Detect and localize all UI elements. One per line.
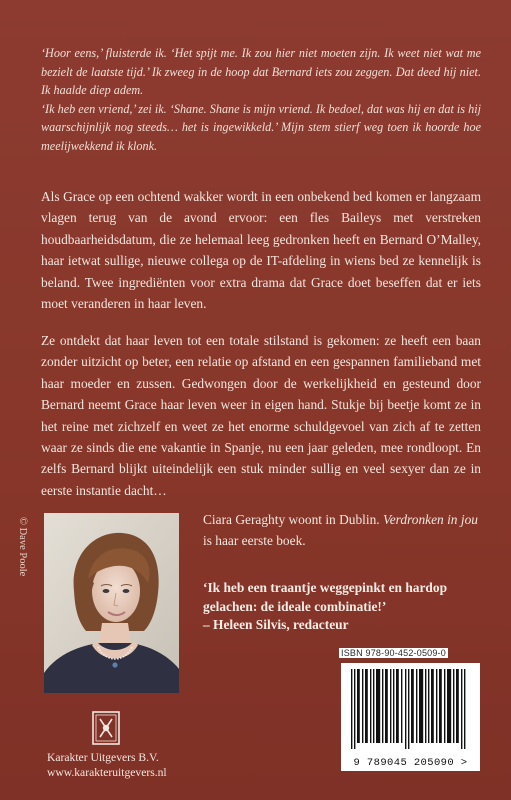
photo-credit: © Dave Poole — [17, 517, 28, 577]
author-bio-text: is haar eerste boek. — [203, 533, 306, 549]
book-title: Verdronken in jou — [383, 512, 478, 527]
barcode-bars — [341, 663, 480, 753]
publisher-name: Karakter Uitgevers B.V. — [47, 751, 159, 764]
author-bio — [203, 509, 481, 552]
blurb-paragraph-1: Als Grace op een ochtend wakker wordt in een onbekend bed komen er langzaam vlagen terug van de avond ervoor: een fles Baileys met verstreken houdbaarheidsdatum, die ze helemaal leeg gedronken heeft en Bernard O’Malley, haar ietwat sullige, nieuwe collega op de IT-afdeling in wiens bed ze kennelijk is beland. Twee ingrediënten voor extra drama dat Grace doet beseffen dat er iets moet veranderen in haar leven. — [41, 189, 481, 312]
publisher-website: www.karakteruitgevers.nl — [47, 765, 167, 779]
barcode — [341, 663, 480, 771]
excerpt-quote — [41, 44, 481, 156]
publisher-logo — [92, 711, 120, 745]
publisher-info — [47, 751, 177, 780]
review-text: ‘Ik heb een traantje weggepinkt en hardop gelachen: de ideale combinatie!’ — [203, 580, 448, 614]
review-source: – Heleen Silvis, redacteur — [203, 617, 349, 632]
author-photo — [44, 513, 179, 693]
review-quote — [203, 579, 481, 635]
excerpt-paragraph: ‘Hoor eens,’ fluisterde ik. ‘Het spijt me. Ik zou hier niet moeten zijn. Ik weet niet wat me bezielt de laatste tijd.’ Ik zweeg in de hoop dat Bernard iets zou zeggen. Dat deed hij niet. Ik haalde diep adem. — [41, 46, 481, 98]
blurb-paragraph-2: Ze ontdekt dat haar leven tot een totale stilstand is gekomen: ze heeft een baan zonder uitzicht op beter, een relatie op afstand en een gespannen familieband met haar moeder en zussen. Gedwongen door de werkelijkheid en gesteund door Bernard neemt Grace haar leven weer in eigen hand. Stukje bij beetje komt ze in het reine met zichzelf en weet ze het enorme schuldgevoel van zich af te zetten waar ze sinds die ene vakantie in Spanje, nu een jaar geleden, mee rondloopt. En zelfs Bernard blijkt uiteindelijk een stuk minder sullig en veel sexyer dan ze in eerste instantie dacht… — [41, 333, 481, 498]
excerpt-paragraph: ‘Ik heb een vriend,’ zei ik. ‘Shane. Shane is mijn vriend. Ik bedoel, dat was hij en dat is hij waarschijnlijk nog steeds… het is ingewikkeld.’ Mijn stem stierf weg toen ik hoorde hoe meelijwekkend ik klonk. — [41, 101, 481, 153]
author-bio-text: Ciara Geraghty woont in Dublin. — [203, 512, 383, 527]
barcode-digits: 9 789045 205090 > — [353, 757, 468, 769]
isbn-label: ISBN 978-90-452-0509-0 — [341, 648, 446, 658]
